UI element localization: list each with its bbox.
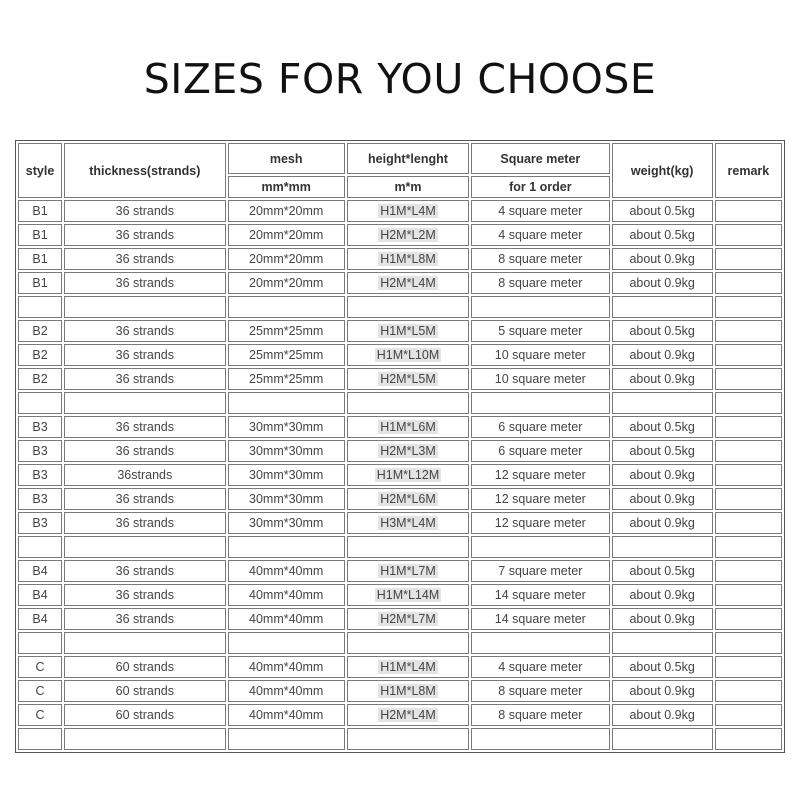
square-meter-cell [471,632,609,654]
thickness-cell: 36 strands [64,416,225,438]
height-length-cell [347,272,469,294]
square-meter-cell: 8 square meter [471,680,609,702]
spacer-row [18,632,782,654]
square-meter-cell: 4 square meter [471,224,609,246]
thickness-cell [64,728,225,750]
thickness-cell [64,296,225,318]
height-length-value: H2M*L6M [380,492,436,506]
thickness-cell: 36 strands [64,368,225,390]
height-length-value: H2M*L4M [380,708,436,722]
style-cell: B4 [18,560,62,582]
header-mesh-unit: mm*mm [228,176,345,198]
spacer-row [18,536,782,558]
spacer-row [18,728,782,750]
height-length-value: H2M*L2M [380,228,436,242]
table-row [18,608,782,630]
square-meter-cell: 12 square meter [471,512,609,534]
remark-cell [715,296,782,318]
weight-cell: about 0.5kg [612,224,713,246]
square-meter-cell: 4 square meter [471,200,609,222]
height-length-value: H2M*L4M [380,276,436,290]
thickness-cell: 36 strands [64,512,225,534]
height-length-value: H3M*L4M [380,516,436,530]
mesh-cell: 40mm*40mm [228,584,345,606]
header-height-length: height*lenght [347,143,469,174]
thickness-cell: 36 strands [64,560,225,582]
height-length-value: H2M*L7M [380,612,436,626]
height-length-cell [347,584,469,606]
style-cell: B1 [18,200,62,222]
header-height-length-unit: m*m [347,176,469,198]
square-meter-cell: 14 square meter [471,608,609,630]
thickness-cell: 60 strands [64,656,225,678]
mesh-cell: 25mm*25mm [228,320,345,342]
weight-cell: about 0.9kg [612,704,713,726]
mesh-cell: 40mm*40mm [228,608,345,630]
remark-cell [715,680,782,702]
style-cell: B1 [18,248,62,270]
mesh-cell: 40mm*40mm [228,560,345,582]
weight-cell: about 0.9kg [612,488,713,510]
height-length-cell [347,392,469,414]
weight-cell: about 0.9kg [612,344,713,366]
style-cell: B1 [18,272,62,294]
weight-cell [612,536,713,558]
thickness-cell: 60 strands [64,704,225,726]
style-cell [18,296,62,318]
height-length-value: H1M*L12M [376,468,440,482]
square-meter-cell: 8 square meter [471,272,609,294]
table-row [18,464,782,486]
remark-cell [715,248,782,270]
weight-cell: about 0.9kg [612,608,713,630]
style-cell: B3 [18,464,62,486]
thickness-cell: 36 strands [64,320,225,342]
remark-cell [715,224,782,246]
mesh-cell: 20mm*20mm [228,272,345,294]
style-cell: B3 [18,440,62,462]
remark-cell [715,368,782,390]
style-cell [18,536,62,558]
height-length-cell [347,512,469,534]
square-meter-cell: 8 square meter [471,704,609,726]
remark-cell [715,656,782,678]
height-length-cell [347,464,469,486]
height-length-cell [347,296,469,318]
style-cell: B1 [18,224,62,246]
square-meter-cell: 7 square meter [471,560,609,582]
height-length-value: H1M*L7M [380,564,436,578]
weight-cell: about 0.9kg [612,512,713,534]
table-row [18,704,782,726]
table-row [18,320,782,342]
remark-cell [715,272,782,294]
weight-cell: about 0.5kg [612,656,713,678]
style-cell: B4 [18,608,62,630]
thickness-cell: 36 strands [64,488,225,510]
remark-cell [715,560,782,582]
mesh-cell: 20mm*20mm [228,248,345,270]
page-title: SIZES FOR YOU CHOOSE [143,55,657,103]
height-length-cell [347,728,469,750]
thickness-cell: 36 strands [64,440,225,462]
height-length-cell [347,560,469,582]
style-cell: C [18,704,62,726]
thickness-cell: 36 strands [64,272,225,294]
style-cell: C [18,680,62,702]
height-length-value: H1M*L8M [380,684,436,698]
thickness-cell: 60 strands [64,680,225,702]
header-style: style [18,143,62,198]
thickness-cell [64,392,225,414]
weight-cell: about 0.5kg [612,416,713,438]
table-row [18,248,782,270]
height-length-cell [347,248,469,270]
mesh-cell: 30mm*30mm [228,488,345,510]
weight-cell: about 0.5kg [612,440,713,462]
square-meter-cell: 12 square meter [471,464,609,486]
mesh-cell [228,392,345,414]
sizes-table-container [15,140,785,753]
table-row [18,584,782,606]
remark-cell [715,728,782,750]
table-row [18,488,782,510]
mesh-cell: 25mm*25mm [228,344,345,366]
remark-cell [715,344,782,366]
height-length-cell [347,440,469,462]
style-cell [18,392,62,414]
height-length-cell [347,320,469,342]
style-cell: B3 [18,512,62,534]
weight-cell: about 0.5kg [612,200,713,222]
height-length-cell [347,344,469,366]
style-cell: B3 [18,416,62,438]
height-length-value: H1M*L10M [376,348,440,362]
header-thickness: thickness(strands) [64,143,225,198]
remark-cell [715,392,782,414]
height-length-cell [347,536,469,558]
weight-cell: about 0.9kg [612,272,713,294]
height-length-value: H1M*L6M [380,420,436,434]
height-length-value: H2M*L3M [380,444,436,458]
remark-cell [715,536,782,558]
height-length-cell [347,368,469,390]
mesh-cell: 25mm*25mm [228,368,345,390]
header-mesh: mesh [228,143,345,174]
mesh-cell: 40mm*40mm [228,656,345,678]
square-meter-cell: 6 square meter [471,440,609,462]
remark-cell [715,440,782,462]
mesh-cell: 20mm*20mm [228,224,345,246]
thickness-cell: 36 strands [64,584,225,606]
thickness-cell: 36 strands [64,608,225,630]
weight-cell: about 0.5kg [612,320,713,342]
table-row [18,200,782,222]
remark-cell [715,632,782,654]
remark-cell [715,464,782,486]
square-meter-cell: 14 square meter [471,584,609,606]
table-row [18,272,782,294]
style-cell: B2 [18,320,62,342]
square-meter-cell: 8 square meter [471,248,609,270]
height-length-cell [347,200,469,222]
mesh-cell [228,728,345,750]
spacer-row [18,296,782,318]
height-length-cell [347,632,469,654]
weight-cell [612,632,713,654]
weight-cell: about 0.9kg [612,680,713,702]
square-meter-cell: 10 square meter [471,344,609,366]
thickness-cell: 36strands [64,464,225,486]
mesh-cell: 30mm*30mm [228,512,345,534]
weight-cell: about 0.9kg [612,464,713,486]
remark-cell [715,200,782,222]
header-remark: remark [715,143,782,198]
table-row [18,368,782,390]
weight-cell: about 0.9kg [612,248,713,270]
table-row [18,560,782,582]
thickness-cell: 36 strands [64,224,225,246]
table-body [18,200,782,750]
thickness-cell [64,632,225,654]
thickness-cell: 36 strands [64,248,225,270]
mesh-cell: 20mm*20mm [228,200,345,222]
weight-cell: about 0.5kg [612,560,713,582]
weight-cell [612,392,713,414]
square-meter-cell [471,296,609,318]
spacer-row [18,392,782,414]
table-row [18,512,782,534]
style-cell: B4 [18,584,62,606]
mesh-cell: 40mm*40mm [228,704,345,726]
height-length-value: H1M*L8M [380,252,436,266]
table-row [18,224,782,246]
style-cell: B2 [18,368,62,390]
height-length-value: H1M*L14M [376,588,440,602]
remark-cell [715,512,782,534]
mesh-cell: 40mm*40mm [228,680,345,702]
remark-cell [715,704,782,726]
weight-cell [612,296,713,318]
square-meter-cell [471,392,609,414]
height-length-cell [347,488,469,510]
square-meter-cell: 4 square meter [471,656,609,678]
square-meter-cell: 6 square meter [471,416,609,438]
style-cell: B2 [18,344,62,366]
mesh-cell: 30mm*30mm [228,464,345,486]
square-meter-cell [471,728,609,750]
mesh-cell: 30mm*30mm [228,440,345,462]
table-row [18,656,782,678]
header-weight: weight(kg) [612,143,713,198]
thickness-cell [64,536,225,558]
thickness-cell: 36 strands [64,200,225,222]
weight-cell [612,728,713,750]
table-row [18,416,782,438]
style-cell: B3 [18,488,62,510]
height-length-value: H1M*L4M [380,660,436,674]
header-square-meter: Square meter [471,143,609,174]
sizes-table [15,140,785,753]
height-length-value: H2M*L5M [380,372,436,386]
weight-cell: about 0.9kg [612,368,713,390]
height-length-value: H1M*L5M [380,324,436,338]
height-length-cell [347,224,469,246]
mesh-cell [228,632,345,654]
square-meter-cell: 10 square meter [471,368,609,390]
square-meter-cell [471,536,609,558]
remark-cell [715,608,782,630]
remark-cell [715,416,782,438]
square-meter-cell: 12 square meter [471,488,609,510]
height-length-value: H1M*L4M [380,204,436,218]
height-length-cell [347,680,469,702]
table-row [18,680,782,702]
table-row [18,440,782,462]
style-cell [18,632,62,654]
remark-cell [715,584,782,606]
style-cell: C [18,656,62,678]
table-row [18,344,782,366]
mesh-cell [228,296,345,318]
remark-cell [715,488,782,510]
height-length-cell [347,608,469,630]
mesh-cell [228,536,345,558]
thickness-cell: 36 strands [64,344,225,366]
square-meter-cell: 5 square meter [471,320,609,342]
height-length-cell [347,704,469,726]
header-square-meter-unit: for 1 order [471,176,609,198]
height-length-cell [347,416,469,438]
weight-cell: about 0.9kg [612,584,713,606]
style-cell [18,728,62,750]
mesh-cell: 30mm*30mm [228,416,345,438]
remark-cell [715,320,782,342]
height-length-cell [347,656,469,678]
